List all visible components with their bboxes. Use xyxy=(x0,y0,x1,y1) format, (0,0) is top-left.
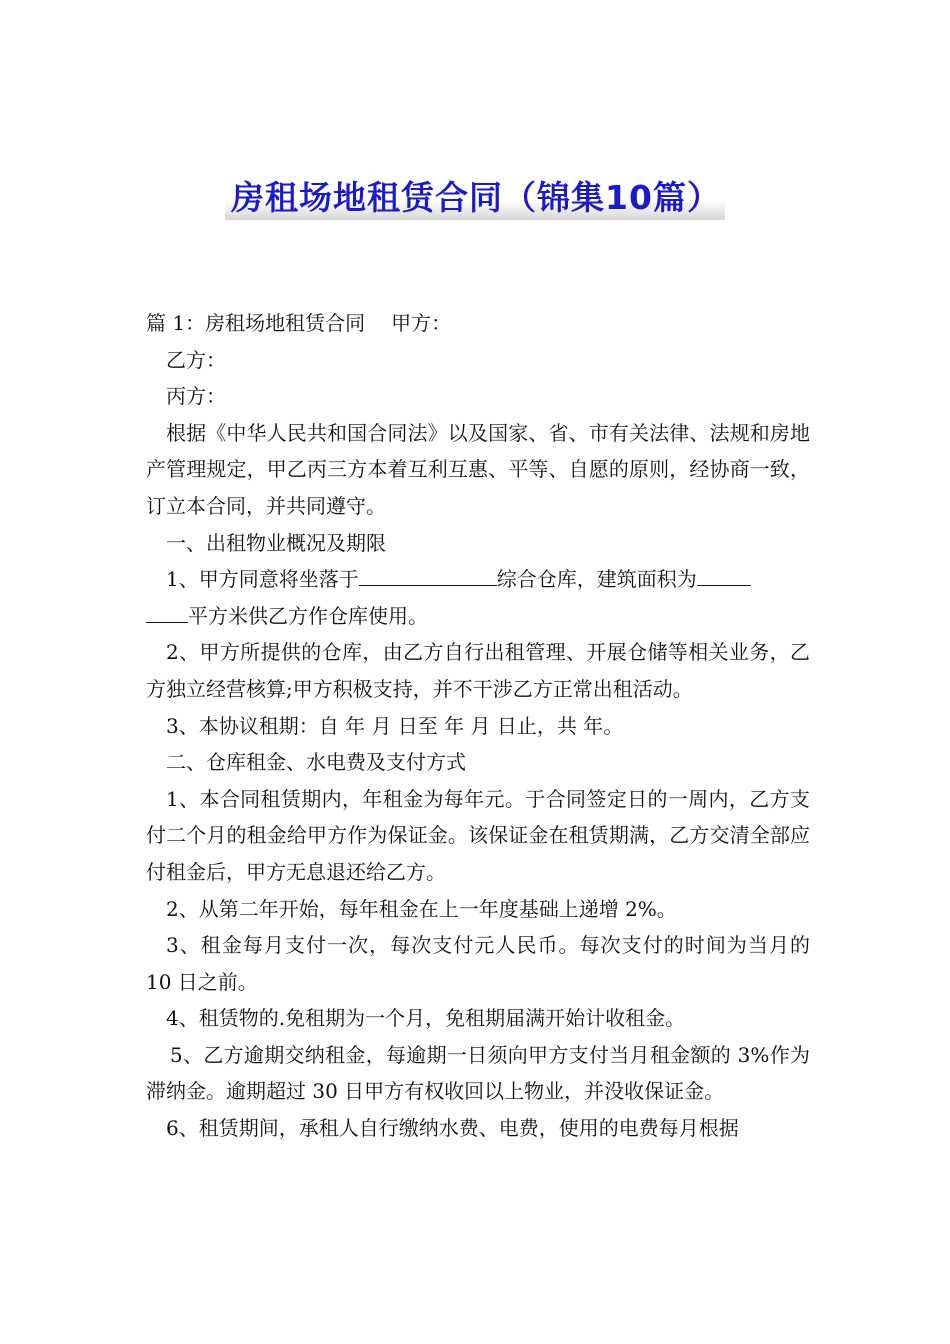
party-a-label: 甲方： xyxy=(391,311,452,335)
section1-item3: 3、本协议租期：自 年 月 日至 年 月 日止，共 年。 xyxy=(166,713,624,738)
header-line xyxy=(146,305,810,342)
section2-item2: 2、从第二年开始，每年租金在上一年度基础上递增 2%。 xyxy=(166,896,677,921)
section1-item1 xyxy=(146,561,810,634)
section2-item4: 4、租赁物的.免租期为一个月，免租期届满开始计收租金。 xyxy=(166,1006,686,1031)
section1-item1-part-b: 综合仓库，建筑面积为 xyxy=(496,567,697,592)
section2-item5: 5、乙方逾期交纳租金，每逾期一日须向甲方支付当月租金额的 3%作为滞纳金。逾期超过 30 日甲方有权收回以上物业，并没收保证金。 xyxy=(146,1042,810,1104)
section1-item1-part-c: 平方米供乙方作仓库使用。 xyxy=(188,603,428,628)
part-label: 篇 1：房租场地租赁合同 xyxy=(146,311,366,335)
section1-item2: 2、甲方所提供的仓库，由乙方自行出租管理、开展仓储等相关业务，乙方独立经营核算;甲方积极支持，并不干涉乙方正常出租活动。 xyxy=(146,640,810,701)
preamble-paragraph: 根据《中华人民共和国合同法》以及国家、省、市有关法律、法规和房地产管理规定，甲乙丙三方本着互利互惠、平等、自愿的原则，经协商一致，订立本合同，并共同遵守。 xyxy=(146,420,810,518)
contract-body xyxy=(146,305,810,1147)
section2-item3: 3、租金每月支付一次，每次支付元人民币。每次支付的时间为当月的 10 日之前。 xyxy=(146,933,810,994)
section1-heading: 一、出租物业概况及期限 xyxy=(166,530,386,555)
section1-item1-part-a: 1、甲方同意将坐落于 xyxy=(166,567,359,592)
section2-item6: 6、租赁期间，承租人自行缴纳水费、电费，使用的电费每月根据 xyxy=(166,1116,739,1141)
party-b-label: 乙方： xyxy=(166,347,226,372)
section2-item1: 1、本合同租赁期内，年租金为每年元。于合同签定日的一周内，乙方支付二个月的租金给甲方作为保证金。该保证金在租赁期满，乙方交清全部应付租金后，甲方无息退还给乙方。 xyxy=(146,786,810,884)
title-container xyxy=(0,176,950,220)
document-title: 房租场地租赁合同（锦集10篇） xyxy=(225,176,725,220)
party-c-label: 丙方： xyxy=(166,384,226,409)
area-blank-2 xyxy=(146,600,188,623)
section2-heading: 二、仓库租金、水电费及支付方式 xyxy=(166,750,466,775)
location-blank xyxy=(359,563,497,586)
area-blank-1 xyxy=(697,563,751,586)
